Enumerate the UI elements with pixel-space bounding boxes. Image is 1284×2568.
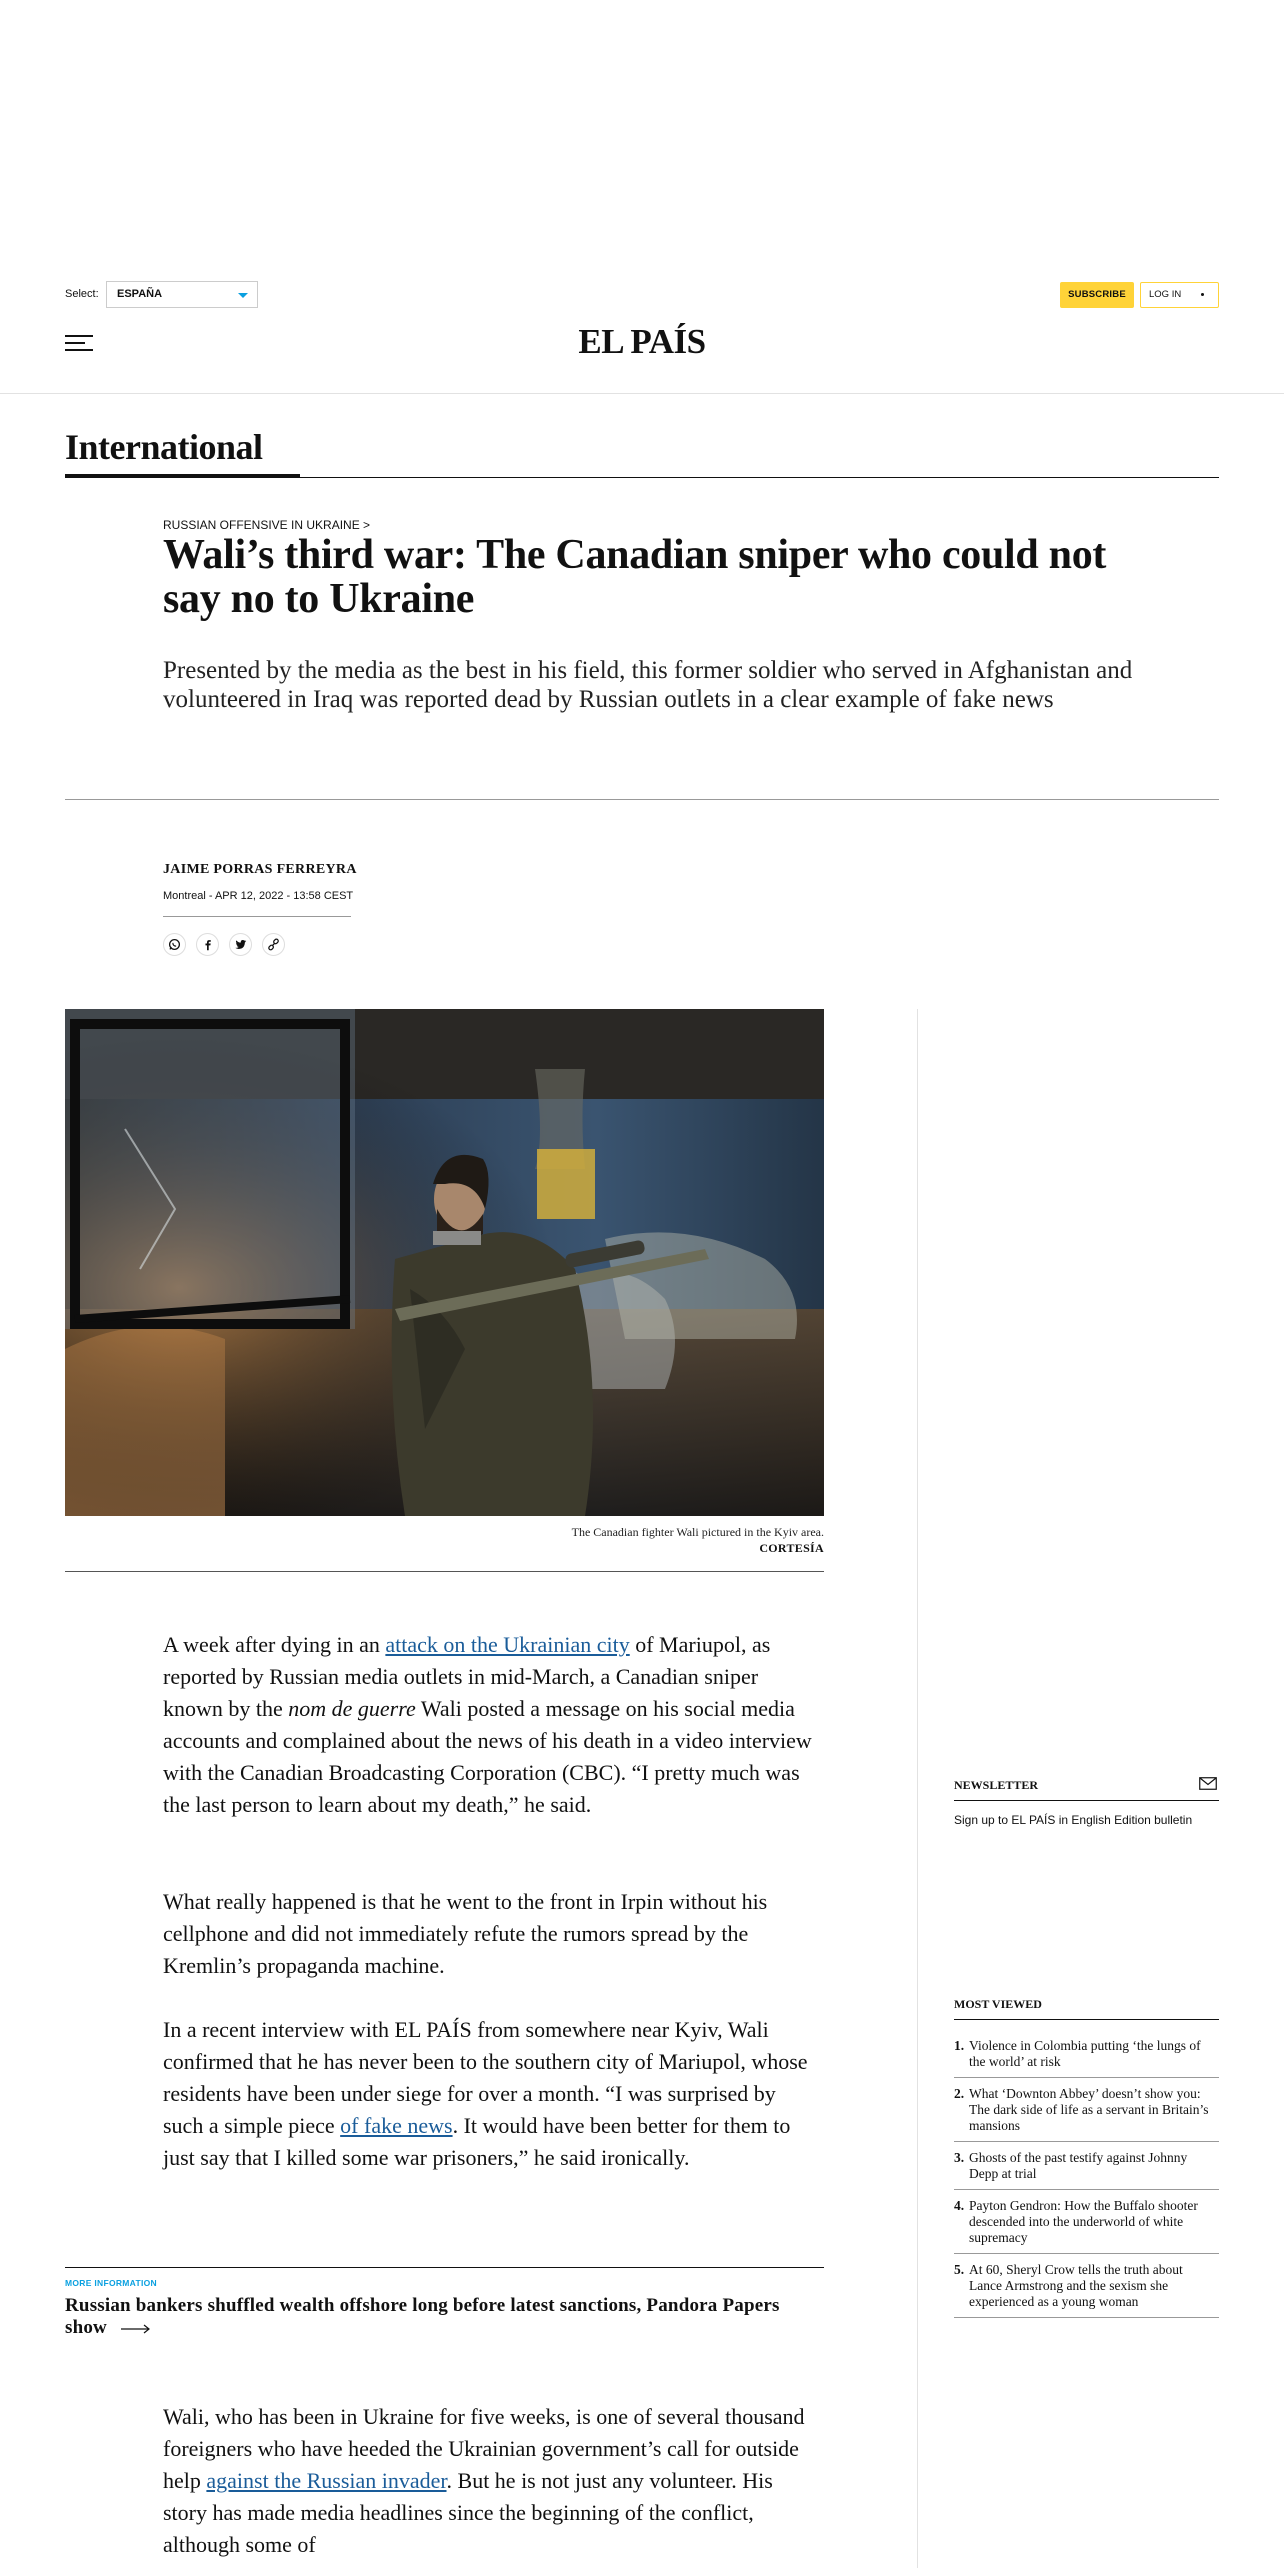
paragraph-text: . It would have been better for them to just say that I killed some war prisoners,” he said ironically. <box>163 2113 791 2170</box>
article-paragraph <box>163 2014 821 2174</box>
more-info-label: MORE INFORMATION <box>65 2278 157 2288</box>
twitter-icon <box>234 938 247 951</box>
image-divider <box>65 1571 824 1572</box>
login-button[interactable] <box>1140 282 1219 308</box>
sidebar-divider <box>917 1009 918 2568</box>
el-pais-logo[interactable]: EL PAÍS <box>578 322 706 361</box>
newsletter-title: NEWSLETTER <box>954 1778 1039 1792</box>
paragraph-text: . But he is not just any volunteer. His story has made media headlines since the beginning of the conflict, although some of <box>163 2468 773 2557</box>
section-underline <box>65 474 300 478</box>
image-caption: The Canadian fighter Wali pictured in the Kyiv area. <box>571 1525 824 1539</box>
paragraph-text: Wali posted a message on his social media accounts and complained about the news of his death in a video interview with the Canadian Broadcasting Corporation (CBC). “I pretty much was the last person to learn about my death,” he said. <box>163 1696 812 1817</box>
header-divider <box>0 393 1284 394</box>
share-twitter-button[interactable] <box>229 933 252 956</box>
facebook-icon <box>201 938 214 951</box>
envelope-icon[interactable] <box>1199 1777 1217 1790</box>
article-paragraph: What really happened is that he went to the front in Irpin without his cellphone and did not immediately refute the rumors spread by the Kremlin’s propaganda machine. <box>163 1889 768 1978</box>
item-number: 1. <box>954 2038 965 2053</box>
hamburger-menu-icon[interactable] <box>65 335 93 355</box>
most-viewed-item[interactable] <box>954 2030 1219 2078</box>
paragraph-text: of Mariupol, as reported by Russian media outlets in mid-March, a Canadian sniper known by the <box>163 1632 771 1721</box>
share-whatsapp-button[interactable] <box>163 933 186 956</box>
lead-divider <box>65 799 1219 800</box>
image-credit: CORTESÍA <box>759 1541 824 1555</box>
author-name[interactable]: JAIME PORRAS FERREYRA <box>163 862 357 877</box>
sniper-photo <box>65 1009 824 1516</box>
newsletter-signup-link[interactable]: Sign up to EL PAÍS in English Edition bulletin <box>954 1813 1193 1827</box>
most-viewed-item[interactable] <box>954 2078 1219 2142</box>
share-link-button[interactable] <box>262 933 285 956</box>
edition-select[interactable] <box>106 281 258 308</box>
item-number: 2. <box>954 2086 965 2101</box>
chevron-down-icon <box>238 293 248 298</box>
link-icon <box>267 938 280 951</box>
article-paragraph <box>163 1629 821 1821</box>
more-info-link-text: Russian bankers shuffled wealth offshore long before latest sanctions, Pandora Papers show <box>65 2295 780 2338</box>
user-dot-icon <box>1201 293 1204 296</box>
item-title: At 60, Sheryl Crow tells the truth about Lance Armstrong and the sexism she experienced as a young woman <box>969 2262 1183 2309</box>
most-viewed-list <box>954 2030 1219 2318</box>
most-viewed-title: MOST VIEWED <box>954 1997 1042 2011</box>
whatsapp-icon <box>168 938 181 951</box>
arrow-right-icon <box>121 2324 151 2334</box>
article-subheadline: Presented by the media as the best in his field, this former soldier who served in Afghanistan and volunteered in Iraq was reported dead by Russian outlets in a clear example of fake news <box>163 657 1133 713</box>
inline-link[interactable]: against the Russian invader <box>206 2468 447 2493</box>
login-label: LOG IN <box>1149 289 1182 300</box>
edition-select-value: ESPAÑA <box>117 288 163 300</box>
item-title: Payton Gendron: How the Buffalo shooter descended into the underworld of white supremacy <box>969 2198 1198 2245</box>
dateline: Montreal - APR 12, 2022 - 13:58 CEST <box>163 890 354 902</box>
more-info-link[interactable] <box>65 2295 805 2339</box>
paragraph-text: Wali, who has been in Ukraine for five weeks, is one of several thousand foreigners who have heeded the Ukrainian government’s call for outside help <box>163 2404 805 2493</box>
share-facebook-button[interactable] <box>196 933 219 956</box>
most-viewed-item[interactable] <box>954 2142 1219 2190</box>
item-number: 3. <box>954 2150 965 2165</box>
edition-select-label: Select: <box>65 288 99 300</box>
breadcrumb[interactable]: RUSSIAN OFFENSIVE IN UKRAINE > <box>163 518 371 532</box>
item-title: What ‘Downton Abbey’ doesn’t show you: The dark side of life as a servant in Britain’s mansions <box>969 2086 1209 2133</box>
item-title: Ghosts of the past testify against Johnny Depp at trial <box>969 2150 1188 2181</box>
subscribe-button[interactable]: SUBSCRIBE <box>1060 282 1134 308</box>
item-title: Violence in Colombia putting ‘the lungs of the world’ at risk <box>969 2038 1201 2069</box>
most-viewed-divider <box>954 2019 1219 2020</box>
author-divider <box>163 916 351 917</box>
article-paragraph <box>163 2401 821 2561</box>
paragraph-text: A week after dying in an <box>163 1632 386 1657</box>
most-viewed-item[interactable] <box>954 2254 1219 2318</box>
inline-link[interactable]: attack on the Ukrainian city <box>385 1632 630 1657</box>
more-info-divider <box>65 2267 824 2268</box>
paragraph-text: In a recent interview with EL PAÍS from somewhere near Kyiv, Wali confirmed that he has never been to the southern city of Mariupol, whose residents have been under siege for over a month. “I was surprised by such a simple piece <box>163 2017 808 2138</box>
newsletter-divider <box>954 1800 1219 1801</box>
italic-text: nom de guerre <box>288 1696 416 1721</box>
section-title[interactable]: International <box>65 427 263 467</box>
inline-link[interactable]: of fake news <box>340 2113 453 2138</box>
item-number: 5. <box>954 2262 965 2277</box>
article-headline: Wali’s third war: The Canadian sniper who could not say no to Ukraine <box>163 532 1107 622</box>
most-viewed-item[interactable] <box>954 2190 1219 2254</box>
hero-image[interactable] <box>65 1009 824 1516</box>
item-number: 4. <box>954 2198 965 2213</box>
